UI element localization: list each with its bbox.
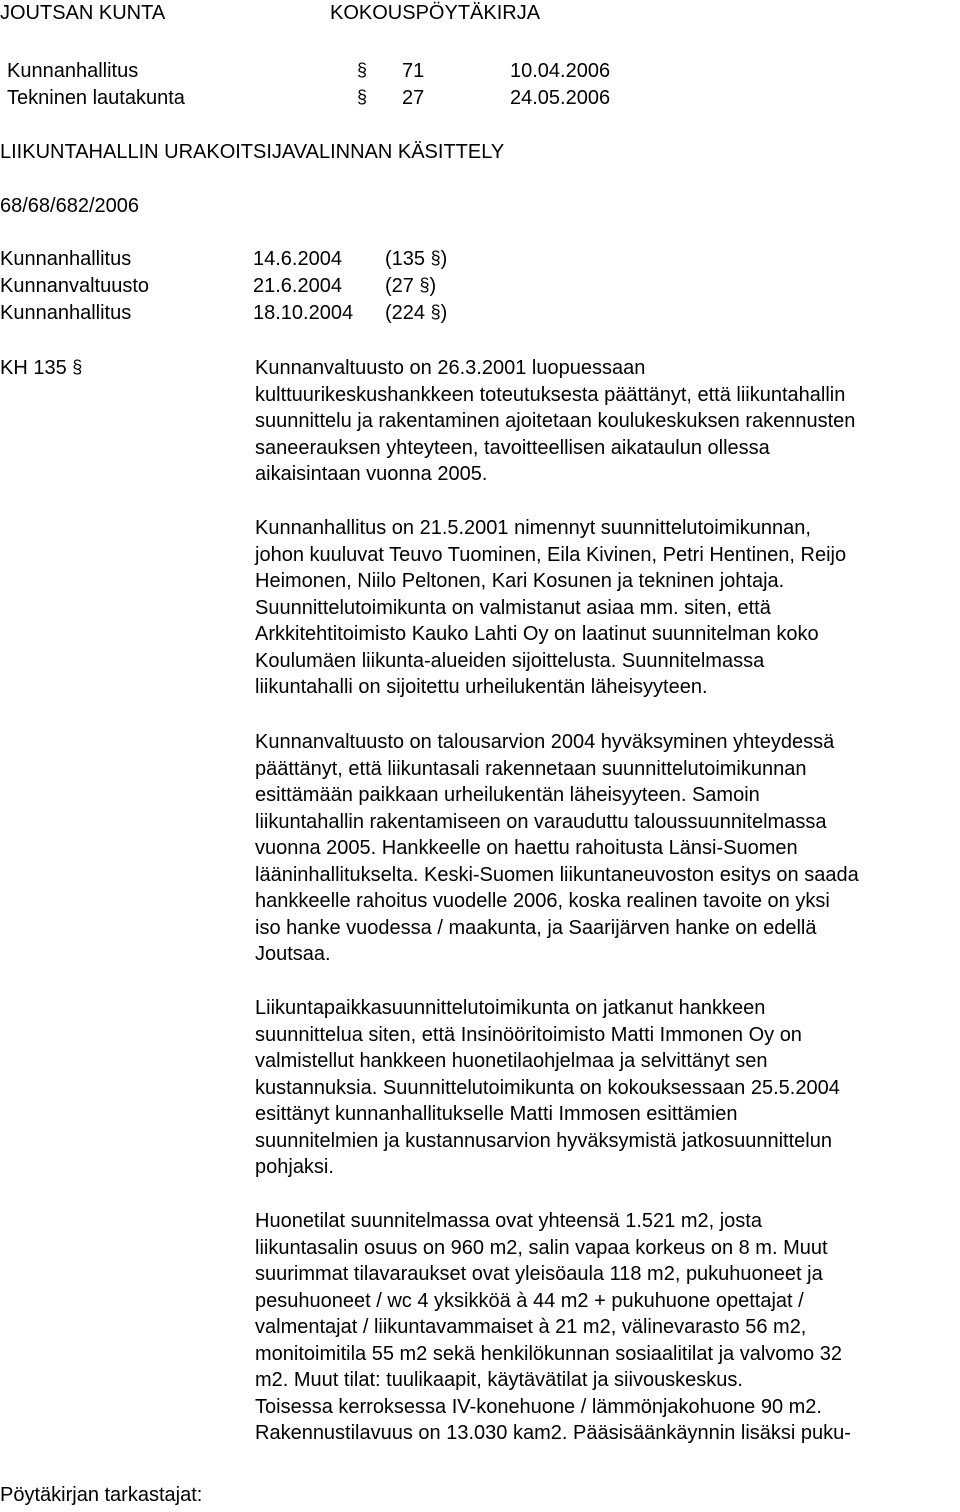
paragraph-line: hankkeelle rahoitus vuodelle 2006, koska realinen tavoite on yksi	[255, 890, 830, 912]
paragraph-line: liikuntasalin osuus on 960 m2, salin vapaa korkeus on 8 m. Muut	[255, 1236, 828, 1259]
paragraph-line: Rakennustilavuus on 13.030 kam2. Pääsisäänkäynnin lisäksi puku-	[255, 1422, 851, 1444]
document-type: KOKOUSPÖYTÄKIRJA	[330, 2, 541, 24]
history-date: 14.6.2004	[253, 248, 342, 270]
paragraph-4	[255, 995, 955, 1181]
paragraph-line: suunnitelmien ja kustannusarvion hyväksymistä jatkosuunnittelun	[255, 1129, 832, 1152]
paragraph-line: Koulumäen liikunta-alueiden sijoittelusta. Suunnitelmassa	[255, 649, 765, 672]
paragraph-line: pesuhuoneet / wc 4 yksikköä à 44 m2 + pukuhuone opettajat /	[255, 1289, 804, 1312]
paragraph-line: kustannuksia. Suunnittelutoimikunta on kokouksessaan 25.5.2004	[255, 1076, 840, 1099]
history-reference: (224 §)	[385, 302, 448, 324]
paragraph-line: johon kuuluvat Teuvo Tuominen, Eila Kivinen, Petri Hentinen, Reijo	[255, 543, 847, 566]
paragraph-5	[255, 1208, 955, 1447]
reviewers-label: Pöytäkirjan tarkastajat:	[0, 1484, 203, 1506]
paragraph-line: suunnittelu ja rakentaminen ajoitetaan koulukeskuksen rakennusten	[255, 410, 856, 432]
paragraph-line: Suunnittelutoimikunta on valmistanut asiaa mm. siten, että	[255, 596, 771, 619]
paragraph-line: vuonna 2005. Hankkeelle on haettu rahoitusta Länsi-Suomen	[255, 837, 798, 859]
paragraph-line: Huonetilat suunnitelmassa ovat yhteensä 1.521 m2, josta	[255, 1210, 762, 1232]
paragraph-3	[255, 729, 955, 968]
history-date: 21.6.2004	[253, 275, 342, 297]
history-reference: (135 §)	[385, 248, 448, 270]
paragraph-line: valmentajat / liikuntavammaiset à 21 m2, välinevarasto 56 m2,	[255, 1316, 807, 1338]
paragraph-line: liikuntahallin rakentamiseen on varauduttu taloussuunnitelmassa	[255, 810, 827, 833]
meeting-date: 10.04.2006	[510, 60, 611, 82]
meeting-body: Tekninen lautakunta	[7, 87, 185, 109]
paragraph-line: kulttuurikeskushankkeen toteutuksesta päättänyt, että liikuntahallin	[255, 383, 846, 406]
history-body: Kunnanhallitus	[0, 302, 132, 324]
paragraph-line: Arkkitehtitoimisto Kauko Lahti Oy on laatinut suunnitelman koko	[255, 623, 819, 645]
paragraph-line: m2. Muut tilat: tuulikaapit, käytävätilat ja siivouskeskus.	[255, 1369, 743, 1391]
paragraph-line: monitoimitila 55 m2 sekä henkilökunnan sosiaalitilat ja valvomo 32	[255, 1342, 842, 1365]
paragraph-line: suurimmat tilavaraukset ovat yleisöaula 118 m2, pukuhuoneet ja	[255, 1263, 823, 1285]
paragraph-line: Heimonen, Niilo Peltonen, Kari Kosunen ja tekninen johtaja.	[255, 570, 785, 592]
paragraph-line: pohjaksi.	[255, 1156, 334, 1178]
reference-number: 68/68/682/2006	[0, 195, 140, 217]
paragraph-2	[255, 515, 955, 701]
paragraph-line: Kunnanvaltuusto on talousarvion 2004 hyväksyminen yhteydessä	[255, 731, 835, 753]
history-reference: (27 §)	[385, 275, 437, 297]
section-symbol: §	[357, 87, 368, 107]
municipality-name: JOUTSAN KUNTA	[0, 2, 166, 24]
paragraph-line: suunnittelua siten, että Insinööritoimisto Matti Immonen Oy on	[255, 1023, 802, 1046]
meeting-date: 24.05.2006	[510, 87, 611, 109]
paragraph-line: iso hanke vuodessa / maakunta, ja Saarijärven hanke on edellä	[255, 916, 817, 939]
paragraph-line: Kunnanvaltuusto on 26.3.2001 luopuessaan	[255, 357, 646, 379]
paragraph-line: saneerauksen yhteyteen, tavoitteellisen aikataulun ollessa	[255, 436, 770, 459]
meeting-section: 27	[402, 87, 425, 109]
paragraph-1	[255, 355, 955, 488]
history-body: Kunnanhallitus	[0, 248, 132, 270]
paragraph-line: lääninhallitukselta. Keski-Suomen liikuntaneuvoston esitys on saada	[255, 863, 859, 886]
section-symbol: §	[357, 60, 368, 80]
history-body: Kunnanvaltuusto	[0, 275, 150, 297]
kh-section-label: KH 135 §	[0, 357, 83, 379]
paragraph-line: Toisessa kerroksessa IV-konehuone / lämmönjakohuone 90 m2.	[255, 1395, 822, 1418]
paragraph-line: aikaisintaan vuonna 2005.	[255, 463, 488, 485]
paragraph-line: Joutsaa.	[255, 943, 331, 965]
history-date: 18.10.2004	[253, 302, 354, 324]
paragraph-line: esittänyt kunnanhallitukselle Matti Immosen esittämien	[255, 1103, 738, 1125]
meeting-body: Kunnanhallitus	[7, 60, 139, 82]
paragraph-line: Kunnanhallitus on 21.5.2001 nimennyt suunnittelutoimikunnan,	[255, 517, 811, 539]
paragraph-line: liikuntahalli on sijoitettu urheilukentän läheisyyteen.	[255, 676, 708, 698]
meeting-section: 71	[402, 60, 425, 82]
document-title: LIIKUNTAHALLIN URAKOITSIJAVALINNAN KÄSITTELY	[0, 141, 505, 163]
paragraph-line: valmistellut hankkeen huonetilaohjelmaa ja selvittänyt sen	[255, 1050, 768, 1072]
paragraph-line: päättänyt, että liikuntasali rakennetaan suunnittelutoimikunnan	[255, 757, 807, 780]
paragraph-line: Liikuntapaikkasuunnittelutoimikunta on jatkanut hankkeen	[255, 997, 766, 1019]
paragraph-line: esittämään paikkaan urheilukentän läheisyyteen. Samoin	[255, 784, 760, 806]
